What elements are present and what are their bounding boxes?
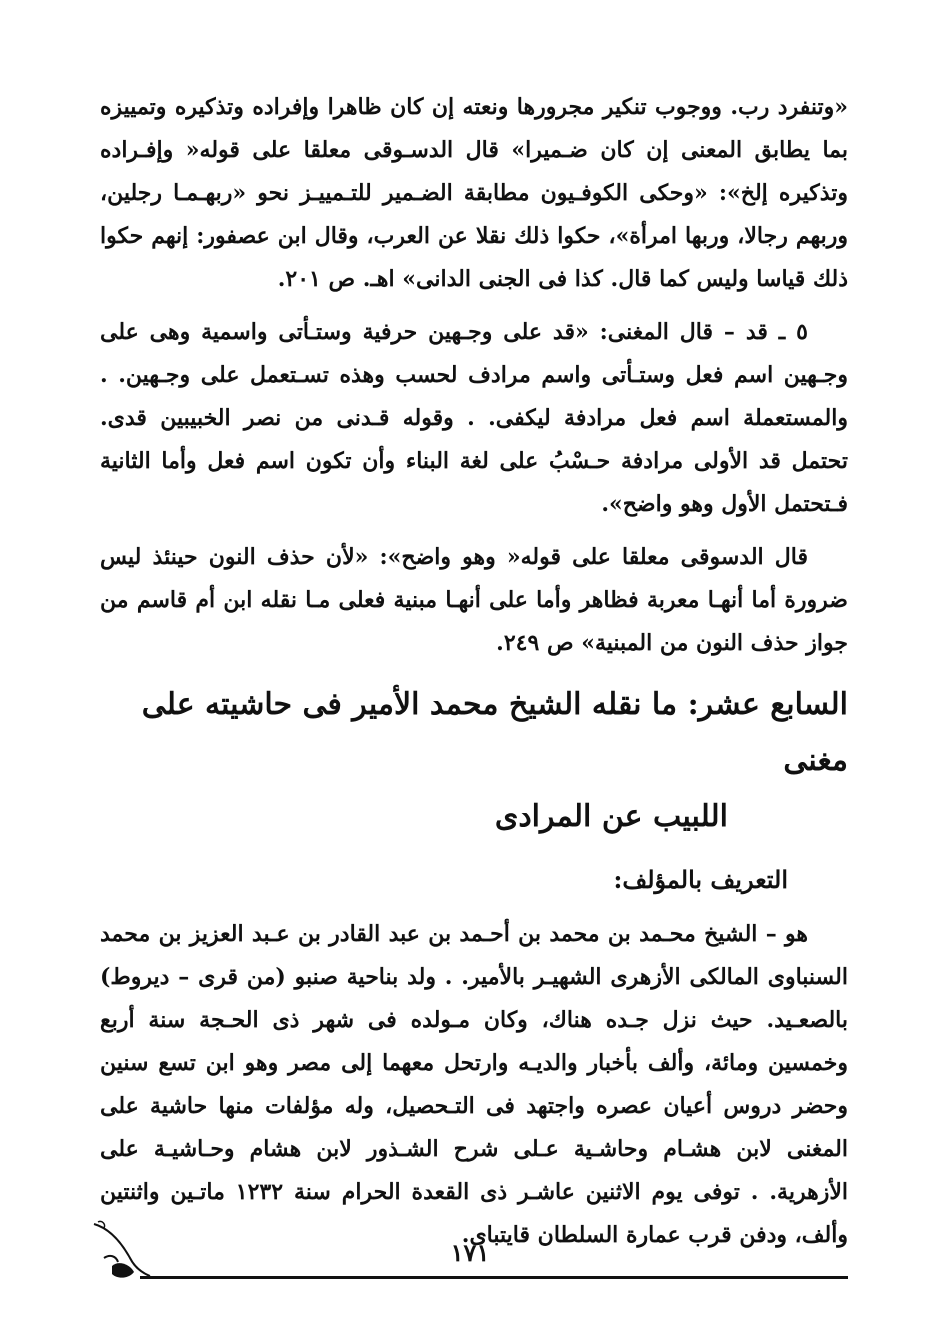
footer-rule (140, 1276, 848, 1279)
author-subheading: التعريف بالمؤلف: (613, 865, 788, 894)
section-heading-line-1: السابع عشر: ما نقله الشيخ محمد الأمير فى حاشيته على مغنى (141, 687, 848, 778)
paragraph-3: قال الدسوقى معلقا على قوله« وهو واضح»: «لأن حذف النون حينئذ ليس ضرورة أما أنهـا معربة فظاهر وأما على أنهـا مبنية فعلى مـا نقله ابن أم قاسم من جواز حذف النون من المبنية» ص ٢٤٩. (100, 544, 848, 656)
paragraph-2: ٥ ـ قد – قال المغنى: «قد على وجـهين حرفية وستـأتى واسمية وهى على وجـهين اسم فعل وستـأتى واسم مرادف لحسب وهذه تسـتعمل على وجـهين. . والمستعملة اسم فعل مرادفة ليكفى. . وقوله قـدنى من نصر الخبيبين قدى. تحتمل قد الأولى مرادفة حـسْبُ على لغة البناء وأن تكون اسم فعل وأما الثانية فـتحتمل الأول وهو واضح». (100, 319, 848, 517)
page-footer (0, 1210, 938, 1310)
section-heading-line-2: اللبيب عن المرادى (494, 799, 728, 834)
paragraph-bio: هو – الشيخ محـمد بن محمد بن أحـمد بن عبد القادر بن عـبد العزيز بن محمد السنباوى المالكى الأزهرى الشهيـر بالأمير. . ولد بناحية صنبو (من قرى – ديروط) بالصعـيد. حيث نزل جـده هناك، وكان مـولده فى شهر ذى الحـجة سنة أربع وخمسين ومائة، وألف بأخبار والديـه وارتحل معهما إلى مصر وهو ابن تسع سنين وحضر دروس أعيان عصره واجتهد فى التـحصيل، وله مؤلفات منها حاشية على المغنى لابن هشـام وحاشـية عـلى شرح الشـذور لابن هشام وحـاشيـة على الأزهرية. . توفى يوم الاثنين عاشـر ذى القعدة الحرام سنة ١٢٣٢ ماتـين واثنتين وألف، ودفن قرب عمارة السلطان قايتباى. (100, 921, 848, 1248)
section-heading (100, 677, 848, 845)
paragraph-1: «وتنفرد رب. ووجوب تنكير مجرورها ونعته إن كان ظاهرا وإفراده وتذكيره وتمييزه بما يطابق المعنى إن كان ضـميرا» قال الدسـوقى معلقا على قوله« وإفـراده وتذكيره إلخ»: «وحكى الكوفـيون مطابقة الضـمير للتـمييـز نحو «ربهـمـا رجلين، وربهم رجالا، وربها امرأة»، حكوا ذلك نقلا عن العرب، وقال ابن عصفور: إنهم حكوا ذلك قياسا وليس كما قال. كذا فى الجنى الدانى» اهـ. ص ٢٠١. (100, 94, 848, 292)
page-body (100, 86, 848, 1257)
page-number: ١٧١ (450, 1238, 490, 1267)
